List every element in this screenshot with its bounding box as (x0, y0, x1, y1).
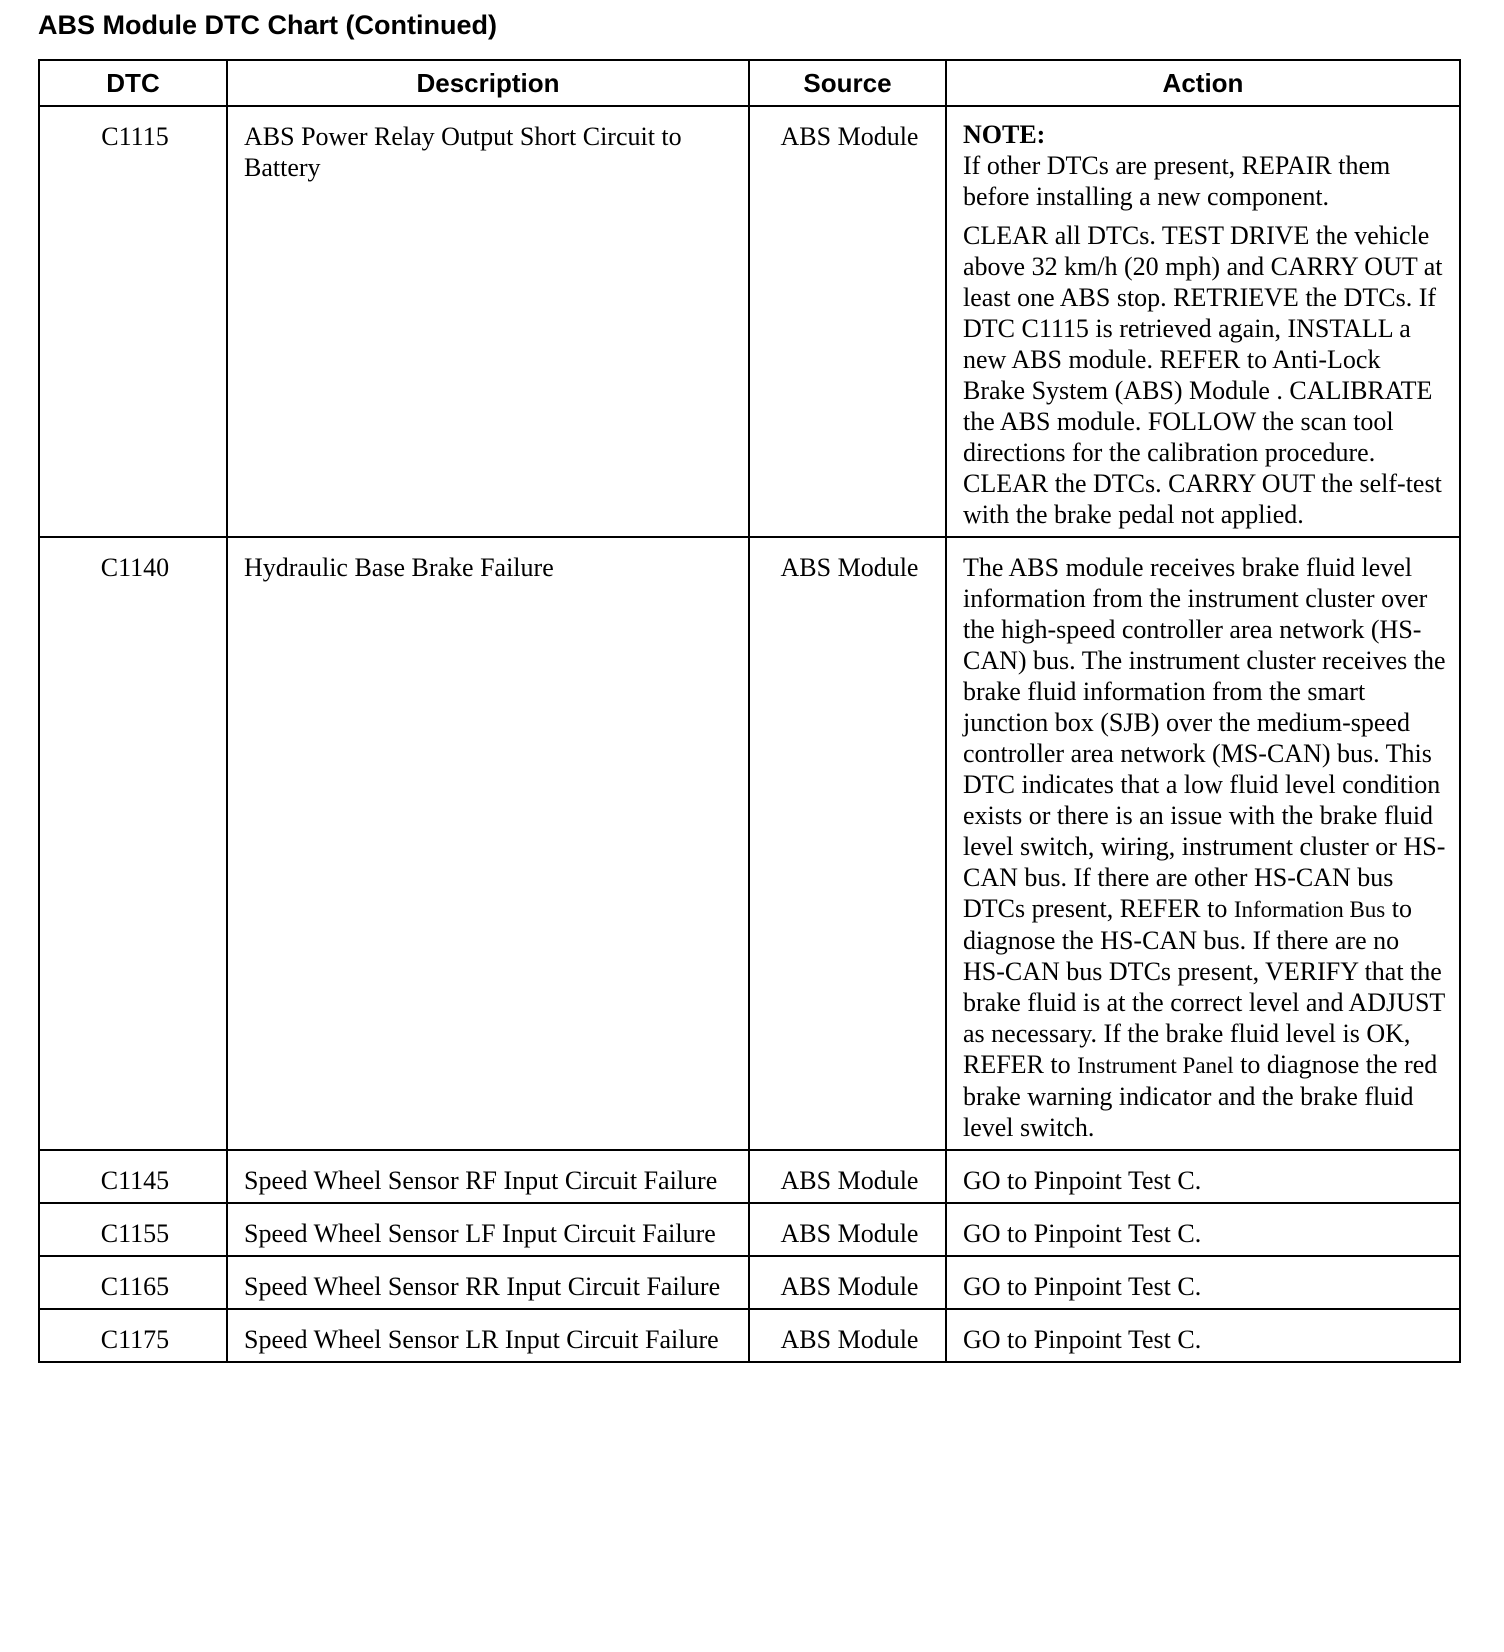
action-text: CLEAR all DTCs. TEST DRIVE the vehicle above 32 km/h (20 mph) and CARRY OUT at least one ABS stop. RETRIEVE the DTCs. If DTC C1115 is retrieved again, INSTALL a new ABS module. REFER to Anti-Lock Brake System (ABS) Module . CALIBRATE the ABS module. FOLLOW the scan tool directions for the calibration procedure. CLEAR the DTCs. CARRY OUT the self-test with the brake pedal not applied. (963, 221, 1443, 529)
dtc-action: GO to Pinpoint Test C. (946, 1309, 1460, 1362)
column-header-description: Description (227, 60, 749, 106)
dtc-source: ABS Module (749, 537, 946, 1150)
dtc-description: Speed Wheel Sensor RR Input Circuit Failure (227, 1256, 749, 1309)
dtc-description: ABS Power Relay Output Short Circuit to Battery (227, 106, 749, 537)
action-text: The ABS module receives brake fluid level information from the instrument cluster over the high-speed controller area network (HS-CAN) bus. The instrument cluster receives the brake fluid information from the smart junction box (SJB) over the medium-speed controller area network (MS-CAN) bus. This DTC indicates that a low fluid level condition exists or there is an issue with the brake fluid level switch, wiring, instrument cluster or HS-CAN bus. (963, 553, 1446, 892)
table-row (39, 537, 1460, 1150)
table-row (39, 1256, 1460, 1309)
table-header-row (39, 60, 1460, 106)
dtc-source: ABS Module (749, 1309, 946, 1362)
reference-link-information-bus[interactable]: Information Bus (1233, 897, 1386, 922)
dtc-action (946, 537, 1460, 1150)
reference-link-instrument-panel[interactable]: Instrument Panel (1077, 1053, 1234, 1078)
note-block (963, 119, 1447, 212)
note-text: If other DTCs are present, REPAIR them before installing a new component. (963, 151, 1391, 211)
action-text: If there are other HS-CAN bus DTCs present, REFER to (963, 863, 1394, 923)
dtc-code: C1165 (39, 1256, 227, 1309)
table-row (39, 1150, 1460, 1203)
dtc-action: GO to Pinpoint Test C. (946, 1203, 1460, 1256)
action-text: If the brake fluid level is OK, REFER to (963, 1019, 1411, 1079)
dtc-code: C1155 (39, 1203, 227, 1256)
dtc-description: Speed Wheel Sensor LR Input Circuit Failure (227, 1309, 749, 1362)
action-text: to diagnose the HS-CAN bus. (963, 894, 1412, 955)
column-header-action: Action (946, 60, 1460, 106)
page-title: ABS Module DTC Chart (Continued) (38, 10, 497, 40)
dtc-action: GO to Pinpoint Test C. (946, 1256, 1460, 1309)
note-label: NOTE: (963, 120, 1046, 149)
dtc-action: GO to Pinpoint Test C. (946, 1150, 1460, 1203)
dtc-code: C1175 (39, 1309, 227, 1362)
dtc-description: Hydraulic Base Brake Failure (227, 537, 749, 1150)
dtc-code: C1140 (39, 537, 227, 1150)
dtc-description: Speed Wheel Sensor RF Input Circuit Failure (227, 1150, 749, 1203)
action-text: to diagnose the red brake warning indicator and the brake fluid level switch. (963, 1050, 1438, 1142)
dtc-code: C1115 (39, 106, 227, 537)
dtc-table (38, 59, 1461, 1363)
dtc-action (946, 106, 1460, 537)
dtc-source: ABS Module (749, 1203, 946, 1256)
dtc-source: ABS Module (749, 1150, 946, 1203)
dtc-code: C1145 (39, 1150, 227, 1203)
dtc-source: ABS Module (749, 106, 946, 537)
dtc-source: ABS Module (749, 1256, 946, 1309)
table-row (39, 1203, 1460, 1256)
column-header-source: Source (749, 60, 946, 106)
dtc-description: Speed Wheel Sensor LF Input Circuit Failure (227, 1203, 749, 1256)
table-row (39, 106, 1460, 537)
action-text: If there are no HS-CAN bus DTCs present, VERIFY that the brake fluid is at the correct level and ADJUST as necessary. (963, 926, 1445, 1048)
table-row (39, 1309, 1460, 1362)
column-header-dtc: DTC (39, 60, 227, 106)
